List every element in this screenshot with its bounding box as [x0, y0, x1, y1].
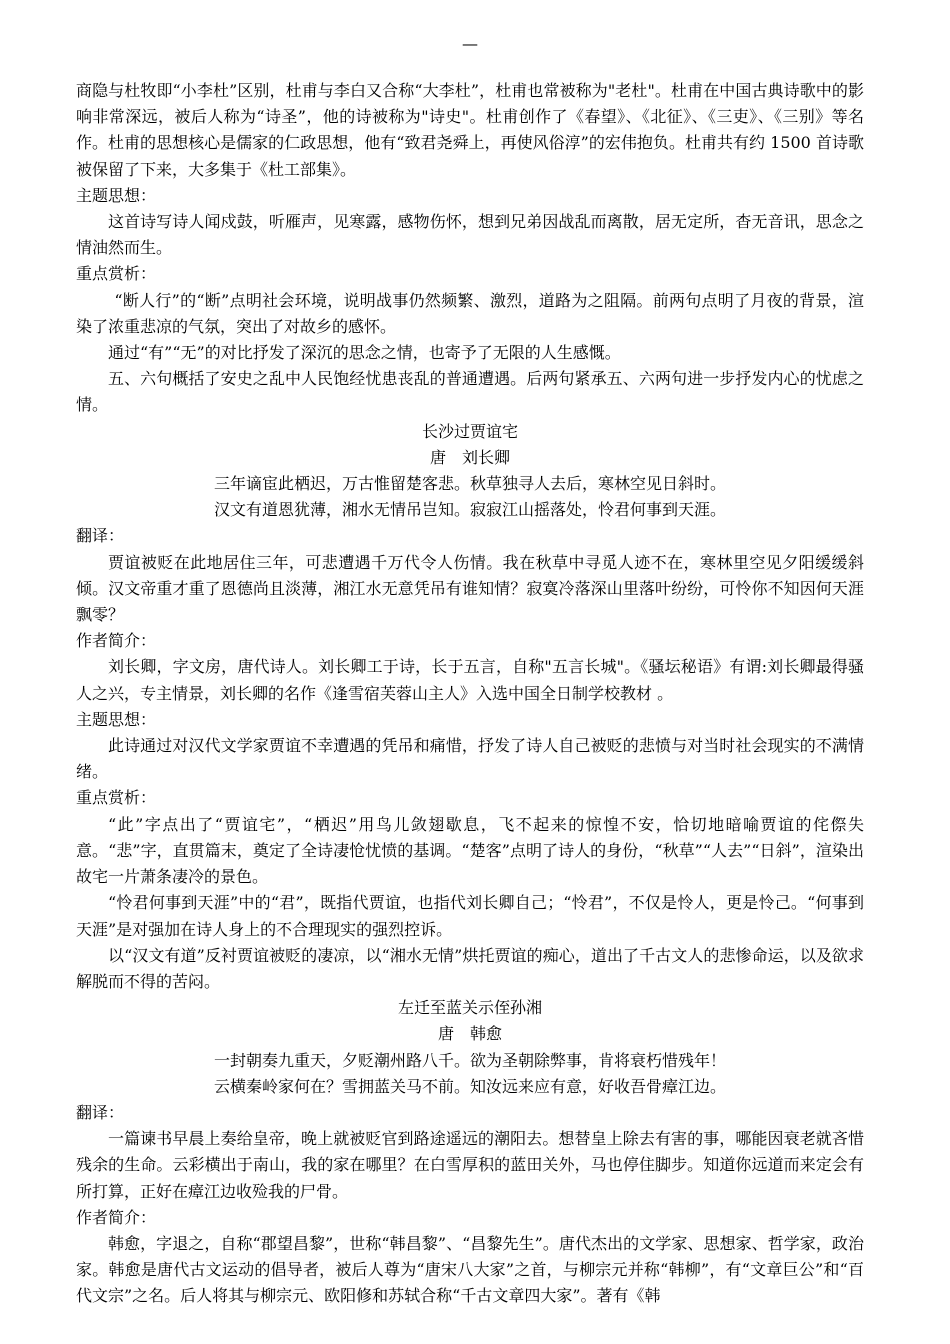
section-label-translation: 翻译： [76, 526, 125, 546]
theme-paragraph: 这首诗写诗人闻戍鼓，听雁声，见寒露，感物伤怀，想到兄弟因战乱而离散，居无定所，杳无音讯，思念之情油然而生。 [76, 212, 864, 258]
analysis-paragraph: 以“汉文有道”反衬贾谊被贬的凄凉，以“湘水无情”烘托贾谊的痴心，道出了千古文人的悲惨命运，以及欲求解脱而不得的苦闷。 [76, 945, 864, 991]
analysis-paragraph: “断人行”的“断”点明社会环境，说明战事仍然频繁、激烈，道路为之阻隔。前两句点明了月夜的背景，渲染了浓重悲凉的气氛，突出了对故乡的感怀。 [76, 290, 864, 336]
analysis-paragraph: “此”字点出了“贾谊宅”，“栖迟”用鸟儿敛翅歇息，飞不起来的惊惶不安，恰切地暗喻贾谊的侘傺失意。“悲”字，直贯篇末，奠定了全诗凄怆忧愤的基调。“楚客”点明了诗人的身份，“秋草”“人去”“日斜”，渲染出故宅一片萧条凄冷的景色。 [76, 814, 864, 887]
section-label-analysis: 重点赏析： [76, 788, 157, 808]
theme-paragraph: 此诗通过对汉代文学家贾谊不幸遭遇的凭吊和痛惜，抒发了诗人自己被贬的悲愤与对当时社会现实的不满情绪。 [76, 736, 864, 782]
section-label-author: 作者简介： [76, 1207, 157, 1227]
poem-line: 汉文有道恩犹薄，湘水无情吊岂知。寂寂江山摇落处，怜君何事到天涯。 [213, 500, 726, 520]
analysis-paragraph: 通过“有”“无”的对比抒发了深沉的思念之情，也寄予了无限的人生感慨。 [108, 343, 621, 363]
poem-author: 唐 刘长卿 [429, 447, 510, 467]
author-intro-paragraph: 韩愈，字退之，自称“郡望昌黎”，世称“韩昌黎”、“昌黎先生”。唐代杰出的文学家、思想家、哲学家，政治家。韩愈是唐代古文运动的倡导者，被后人尊为“唐宋八大家”之首，与柳宗元并称“韩柳”，有“文章巨公”和“百代文宗”之名。后人将其与柳宗元、欧阳修和苏轼合称“千古文章四大家”。著有《韩 [76, 1233, 864, 1306]
translation-paragraph: 贾谊被贬在此地居住三年，可悲遭遇千万代令人伤情。我在秋草中寻觅人迹不在，寒林里空见夕阳缓缓斜倾。汉文帝重才重了恩德尚且淡薄，湘江水无意凭吊有谁知情？寂寞冷落深山里落叶纷纷，可怜你不知因何天涯飘零？ [76, 552, 864, 625]
translation-paragraph: 一篇谏书早晨上奏给皇帝，晚上就被贬官到路途遥远的潮阳去。想替皇上除去有害的事，哪能因衰老就吝惜残余的生命。云彩横出于南山，我的家在哪里？在白雪厚积的蓝田关外，马也停住脚步。知道你远道而来定会有所打算，正好在瘴江边收殓我的尸骨。 [76, 1129, 864, 1201]
section-label-theme: 主题思想： [76, 709, 157, 729]
analysis-paragraph: 五、六句概括了安史之乱中人民饱经忧患丧乱的普通遭遇。后两句紧承五、六两句进一步抒发内心的忧虑之情。 [76, 369, 864, 415]
author-intro-paragraph: 刘长卿，字文房，唐代诗人。刘长卿工于诗，长于五言，自称"五言长城"。《骚坛秘语》有谓:刘长卿最得骚人之兴，专主情景，刘长卿的名作《逢雪宿芙蓉山主人》入选中国全日制学校教材 。 [76, 657, 864, 703]
poem-line: 三年谪宦此栖迟，万古惟留楚客悲。秋草独寻人去后，寒林空见日斜时。 [213, 474, 726, 494]
intro-paragraph: 商隐与杜牧即“小李杜”区别，杜甫与李白又合称“大李杜”，杜甫也常被称为"老杜"。杜甫在中国古典诗歌中的影响非常深远，被后人称为“诗圣”，他的诗被称为"诗史"。杜甫创作了《春望》、《北征》、《三吏》、《三别》等名作。杜甫的思想核心是儒家的仁政思想，他有“致君尧舜上，再使风俗淳”的宏伟抱负。杜甫共有约 1500 首诗歌被保留了下来，大多集于《杜工部集》。 [76, 81, 864, 179]
section-label-analysis: 重点赏析： [76, 264, 157, 284]
poem-title: 长沙过贾谊宅 [421, 421, 518, 441]
document-body [76, 78, 864, 1310]
section-label-theme: 主题思想： [76, 185, 157, 205]
analysis-paragraph: “怜君何事到天涯”中的“君”，既指代贾谊，也指代刘长卿自己；“怜君”，不仅是怜人，更是怜己。“何事到天涯”是对强加在诗人身上的不合理现实的强烈控诉。 [76, 893, 864, 939]
poem-line: 云横秦岭家何在？雪拥蓝关马不前。知汝远来应有意，好收吾骨瘴江边。 [213, 1076, 726, 1096]
poem-author: 唐 韩愈 [437, 1024, 502, 1044]
page-header-mark: — [462, 34, 478, 53]
poem-line: 一封朝奏九重天，夕贬潮州路八千。欲为圣朝除弊事，肯将衰朽惜残年！ [213, 1050, 726, 1070]
poem-title: 左迁至蓝关示侄孙湘 [397, 998, 542, 1018]
section-label-author: 作者简介： [76, 631, 157, 651]
section-label-translation: 翻译： [76, 1102, 125, 1122]
